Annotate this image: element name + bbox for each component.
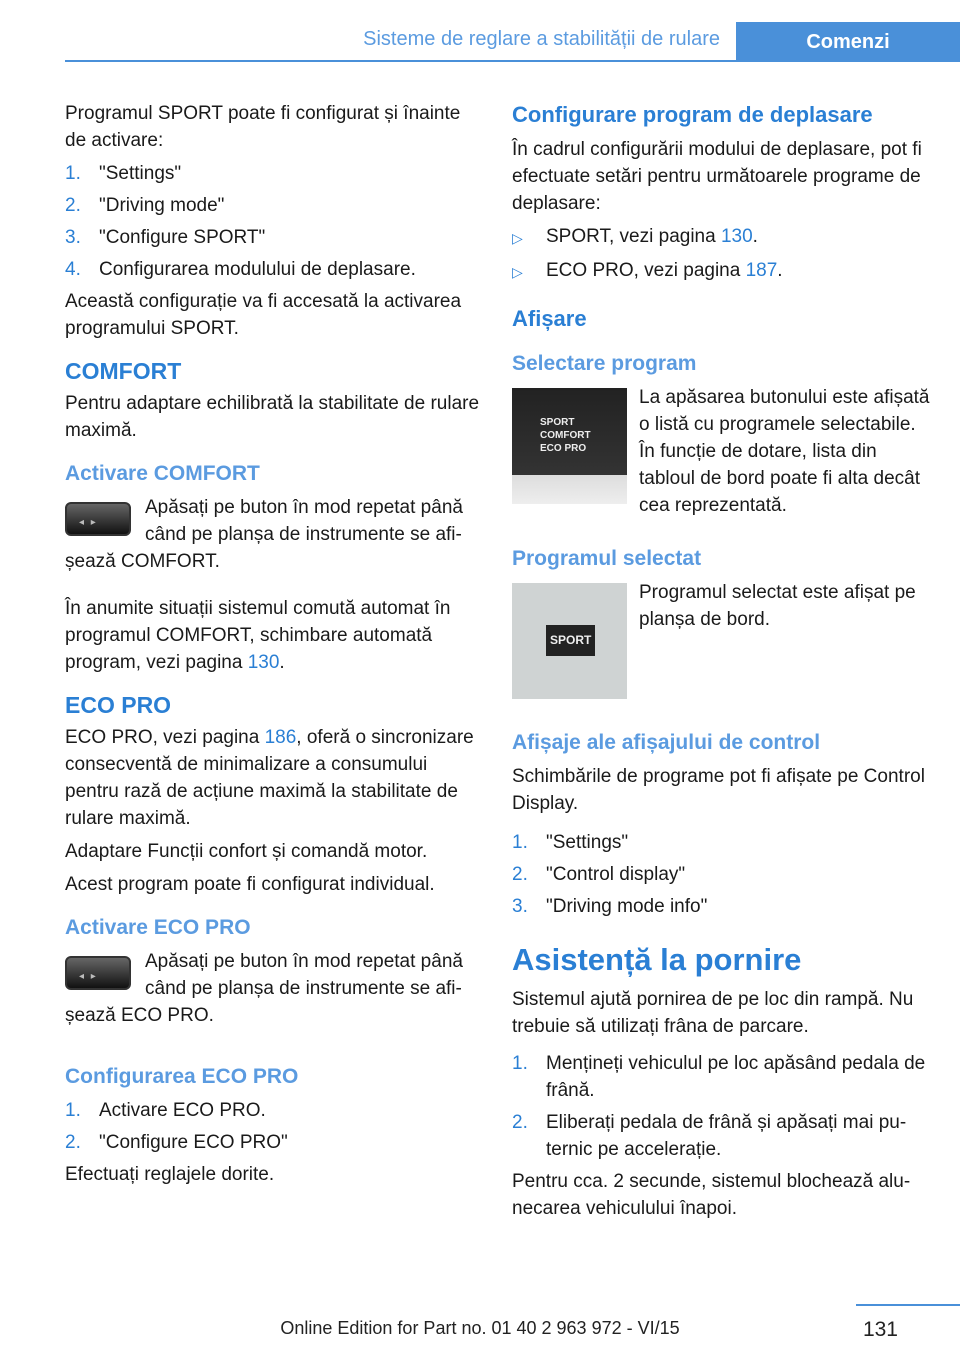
page-link[interactable]: 187: [745, 260, 778, 281]
list-item: ▷ SPORT, vezi pagina 130.: [512, 226, 758, 247]
list-item: 4. Configurarea modulului de deplasare.: [65, 259, 416, 280]
menu-item: COMFORT: [540, 430, 591, 441]
heading-display: Afișare: [512, 306, 587, 331]
configure-desc: În cadrul configurării modului de deplasare, pot fi efectuate setări pentru următoarele programe de deplasare:: [512, 139, 922, 214]
footer-edition: Online Edition for Part no. 01 40 2 963 972 - VI/15: [280, 1318, 680, 1338]
eco-individual-text: Acest program poate fi configurat individual.: [65, 874, 435, 895]
heading-select-program: Selectare program: [512, 352, 697, 375]
right-column: [512, 100, 932, 1228]
sport-config-note: Această configurație va fi accesată la activarea programului SPORT.: [65, 291, 462, 339]
page-number: 131: [862, 1318, 898, 1341]
program-bullets: [512, 223, 932, 286]
list-item: 1. "Settings": [65, 163, 182, 184]
list-item: 2. "Control display": [512, 864, 686, 885]
menu-item: SPORT: [540, 417, 575, 428]
select-program-desc: La apăsarea butonului este afișată o listă cu programele selectabile. În funcție de dotare, lista din tabloul de bord poate fi alta decât cea reprezentată.: [639, 387, 930, 516]
sport-badge: SPORT: [546, 625, 595, 656]
list-item: 2. "Configure ECO PRO": [65, 1132, 288, 1153]
drive-mode-button-icon: [65, 956, 131, 990]
list-item: 2. "Driving mode": [65, 195, 225, 216]
drive-mode-button-icon: [65, 502, 131, 536]
heading-control-display: Afișaje ale afișajului de control: [512, 731, 821, 754]
sport-steps: [65, 160, 480, 283]
page-link[interactable]: 186: [264, 727, 297, 748]
list-item: ▷ ECO PRO, vezi pagina 187.: [512, 260, 783, 281]
heading-comfort: COMFORT: [65, 358, 182, 384]
heading-configure-eco: Configurarea ECO PRO: [65, 1065, 299, 1088]
heading-eco-pro: ECO PRO: [65, 692, 172, 718]
start-assist-final: Pentru cca. 2 secunde, sistemul blochează alunecarea vehiculului înapoi.: [512, 1171, 911, 1219]
heading-activate-comfort: Activare COMFORT: [65, 462, 260, 485]
final-text: Efectuați reglajele dorite.: [65, 1164, 275, 1185]
activate-eco-text: Apăsați pe buton în mod repetat până când pe planșa de instrumente se afișează ECO PRO.: [65, 951, 463, 1026]
eco-steps: [65, 1097, 480, 1156]
list-item: 1. "Settings": [512, 832, 629, 853]
auto-comfort-text: În anumite situații sistemul comută automat în programul COMFORT, schimbare automată program, vezi pagina 130.: [65, 598, 451, 673]
comfort-desc: Pentru adaptare echilibrată la stabilitate de rulare maximă.: [65, 393, 480, 441]
page-link[interactable]: 130: [720, 226, 753, 247]
list-item: 3. "Driving mode info": [512, 896, 708, 917]
left-column: [65, 100, 480, 1194]
control-steps: [512, 829, 932, 920]
intro-text: Programul SPORT poate fi configurat și înainte de activare:: [65, 103, 461, 151]
footer-rule: [856, 1304, 960, 1306]
heading-start-assist: Asistență la pornire: [512, 942, 802, 977]
header-rule: [65, 60, 960, 62]
list-item: 3. "Configure SPORT": [65, 227, 266, 248]
start-steps: [512, 1050, 932, 1163]
selected-program-screenshot: [512, 583, 627, 699]
start-assist-desc: Sistemul ajută pornirea de pe loc din rampă. Nu trebuie să utilizați frâna de parcare.: [512, 989, 914, 1037]
heading-configure-program: Configurare program de deplasare: [512, 102, 873, 127]
menu-item: ECO PRO: [540, 443, 587, 454]
selected-program-desc: Programul selectat este afișat pe planșa de bord.: [639, 582, 916, 630]
list-item: 2. Eliberați pedala de frână și apăsați mai puternic pe accelerație.: [512, 1112, 907, 1160]
heading-activate-eco: Activare ECO PRO: [65, 916, 251, 939]
eco-adapt-text: Adaptare Funcții confort și comandă motor.: [65, 841, 428, 862]
eco-pro-desc: ECO PRO, vezi pagina 186, oferă o sincronizare consecventă de minimalizare a consumului pentru rază de acțiune maximă la stabilitate de rulare maximă.: [65, 727, 474, 829]
page-link[interactable]: 130: [247, 652, 280, 673]
control-display-desc: Schimbările de programe pot fi afișate pe Control Display.: [512, 766, 925, 814]
list-item: 1. Mențineți vehiculul pe loc apăsând pedala de frână.: [512, 1053, 926, 1101]
program-menu-screenshot: [512, 388, 627, 504]
header-section-title: Sisteme de reglare a stabilității de rulare: [363, 28, 720, 50]
header-chapter-tab: Comenzi: [736, 22, 960, 62]
list-item: 1. Activare ECO PRO.: [65, 1100, 266, 1121]
heading-selected-program: Programul selectat: [512, 547, 702, 570]
activate-comfort-text: Apăsați pe buton în mod repetat până când pe planșa de instrumente se afișează COMFORT.: [65, 497, 463, 572]
